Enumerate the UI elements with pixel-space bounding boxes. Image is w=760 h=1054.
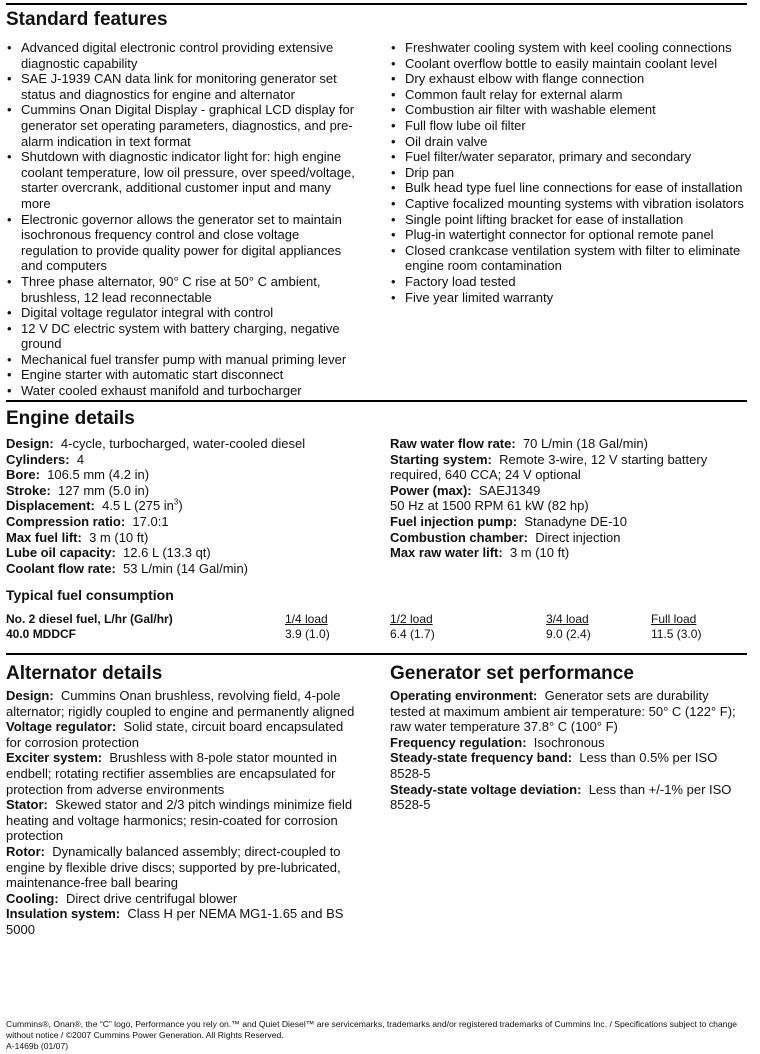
spec-value: Remote 3-wire, 12 V starting battery required, 640 CCA; 24 V optional (390, 451, 708, 483)
performance-spec-row (390, 782, 745, 813)
feature-item: • 12 V DC electric system with battery charging, negative ground (6, 321, 356, 352)
fuel-consumption-title: Typical fuel consumption (6, 587, 174, 603)
spec-value: Direct injection (535, 529, 621, 545)
spec-value: Generator sets are durability tested at maximum ambient air temperature: 50° C (122° F); raw water temperature 37.8° C (100° F) (390, 688, 736, 735)
feature-item: • Factory load tested (390, 274, 750, 290)
spec-value-suffix: ) (178, 498, 183, 514)
spec-value: Skewed stator and 2/3 pitch windings minimize field heating and voltage harmonics; resin-coated for corrosion protection (6, 797, 353, 844)
generator-performance-title: Generator set performance (390, 663, 634, 684)
spec-label: Stator: (6, 797, 48, 813)
alternator-details-title: Alternator details (6, 663, 163, 684)
engine-details-title: Engine details (6, 408, 135, 429)
spec-value: Less than 0.5% per ISO 8528-5 (390, 750, 718, 781)
spec-value: 3 m (10 ft) (509, 545, 570, 561)
standard-features-left-list (6, 40, 356, 399)
engine-spec-row (6, 452, 376, 468)
spec-value: 50 Hz at 1500 RPM 61 kW (82 hp) (390, 498, 589, 514)
alternator-spec-row (6, 750, 361, 797)
fuel-consumption-table (6, 612, 747, 642)
spec-value: Class H per NEMA MG1-1.65 and BS 5000 (6, 906, 344, 937)
spec-value: 17.0:1 (132, 513, 169, 529)
feature-item: • Five year limited warranty (390, 290, 750, 306)
footer-doc-number: A-1469b (01/07) (6, 1041, 69, 1051)
spec-label: Design: (6, 688, 54, 703)
spec-label: Voltage regulator: (6, 719, 117, 735)
feature-item: • Bulk head type fuel line connections for ease of installation (390, 180, 750, 196)
spec-value: 53 L/min (14 Gal/min) (123, 560, 249, 576)
top-rule (6, 3, 747, 5)
fuel-header-label: No. 2 diesel fuel, L/hr (Gal/hr) (6, 612, 173, 626)
spec-value: Cummins Onan brushless, revolving field, 4-pole alternator; rigidly coupled to engine and permanently aligned (6, 688, 355, 719)
feature-item: • Electronic governor allows the generator set to maintain isochronous frequency control and close voltage regulation to provide quality power for digital appliances and computers (6, 212, 356, 274)
spec-value: 70 L/min (18 Gal/min) (522, 436, 648, 451)
engine-spec-row (390, 452, 750, 483)
spec-label: Lube oil capacity: (6, 545, 116, 561)
spec-label: Steady-state frequency band: (390, 750, 573, 766)
spec-label: Cylinders: (6, 451, 70, 467)
engine-spec-row (390, 436, 750, 452)
fuel-col-header: 1/2 load (390, 612, 433, 626)
spec-value: Isochronous (533, 734, 605, 750)
spec-label: Insulation system: (6, 906, 121, 922)
engine-spec-row (390, 483, 750, 499)
feature-item: • Dry exhaust elbow with flange connection (390, 71, 750, 87)
performance-spec-row (390, 688, 745, 735)
spec-label: Bore: (6, 467, 40, 483)
feature-item: • Engine starter with automatic start disconnect (6, 367, 356, 383)
engine-spec-row (390, 514, 750, 530)
fuel-value: 11.5 (3.0) (651, 627, 702, 641)
fuel-row-label: 40.0 MDDCF (6, 627, 77, 641)
alternator-spec-row (6, 844, 361, 891)
engine-spec-row (6, 561, 376, 577)
spec-value: Dynamically balanced assembly; direct-coupled to engine by flexible drive discs; supported by pre-lubricated, maintenance-free ball bearing (6, 843, 341, 891)
spec-label: Starting system: (390, 451, 492, 467)
spec-label: Power (max): (390, 482, 472, 498)
feature-item: • Captive focalized mounting systems with vibration isolators (390, 196, 750, 212)
spec-value: 4 (76, 451, 85, 467)
alternator-details-list (6, 688, 361, 938)
engine-spec-row (6, 436, 376, 452)
spec-label: Coolant flow rate: (6, 560, 116, 576)
fuel-value: 6.4 (1.7) (390, 627, 435, 641)
engine-spec-row (390, 545, 750, 561)
spec-label: Cooling: (6, 890, 59, 906)
feature-item: • Combustion air filter with washable element (390, 102, 750, 118)
engine-spec-row (6, 467, 376, 483)
spec-value: Brushless with 8-pole stator mounted in endbell; rotating rectifier assemblies are encapsulated for protection from adverse environments (6, 750, 337, 797)
spec-value: Less than +/-1% per ISO 8528-5 (390, 781, 732, 813)
spec-value: 106.5 mm (4.2 in) (47, 467, 150, 483)
spec-value: Stanadyne DE-10 (524, 513, 627, 529)
engine-details-left (6, 436, 376, 576)
alternator-spec-row (6, 719, 361, 750)
spec-value: 4.5 L (275 in (102, 498, 174, 514)
spec-value: 4-cycle, turbocharged, water-cooled diesel (60, 436, 306, 451)
feature-item: • Single point lifting bracket for ease of installation (390, 212, 750, 228)
feature-item: • Shutdown with diagnostic indicator light for: high engine coolant temperature, low oil pressure, over speed/voltage, starter overcrank, additional customer input and many more (6, 149, 356, 211)
spec-label: Compression ratio: (6, 513, 126, 529)
feature-item: • Oil drain valve (390, 134, 750, 150)
standard-features-title: Standard features (6, 9, 168, 30)
engine-spec-row (390, 530, 750, 546)
feature-item: • Water cooled exhaust manifold and turbocharger (6, 383, 356, 399)
alternator-spec-row (6, 688, 361, 719)
spec-value: 12.6 L (13.3 qt) (123, 545, 211, 561)
feature-item: • Common fault relay for external alarm (390, 87, 750, 103)
feature-item: • SAE J-1939 CAN data link for monitoring generator set status and diagnostics for engine and alternator (6, 71, 356, 102)
feature-item: • Digital voltage regulator integral with control (6, 305, 356, 321)
spec-label: Fuel injection pump: (390, 513, 518, 529)
fuel-value: 9.0 (2.4) (546, 627, 591, 641)
spec-label: Raw water flow rate: (390, 436, 516, 451)
feature-item: • Plug-in watertight connector for optional remote panel (390, 227, 750, 243)
spec-label: Operating environment: (390, 688, 538, 703)
performance-spec-row (390, 735, 745, 751)
fuel-col-header: 3/4 load (546, 612, 589, 626)
spec-value: Direct drive centrifugal blower (65, 890, 238, 906)
spec-value: Solid state, circuit board encapsulated for corrosion protection (6, 719, 344, 750)
feature-item: • Fuel filter/water separator, primary and secondary (390, 149, 750, 165)
spec-label: Exciter system: (6, 750, 103, 766)
spec-label: Rotor: (6, 843, 45, 859)
feature-item: • Drip pan (390, 165, 750, 181)
footer (6, 1019, 756, 1052)
feature-item: • Freshwater cooling system with keel cooling connections (390, 40, 750, 56)
engine-spec-row (6, 545, 376, 561)
engine-details-right (390, 436, 750, 561)
spec-superscript: 3 (173, 498, 179, 508)
feature-item: • Cummins Onan Digital Display - graphical LCD display for generator set operating parameters, diagnostics, and pre-alarm indication in text format (6, 102, 356, 149)
feature-item: • Coolant overflow bottle to easily maintain coolant level (390, 56, 750, 72)
footer-legal-text: Cummins®, Onan®, the “C” logo, Performance you rely on.™ and Quiet Diesel™ are servicemarks, trademarks and/or registered trademarks of Cummins Inc. / Specifications subject to change without notice / ©2007 Cummins Power Generation. All Rights Reserved. (6, 1019, 738, 1040)
engine-rule (6, 400, 747, 402)
alternator-rule (6, 653, 747, 655)
standard-features-right-list (390, 40, 750, 305)
feature-item: • Three phase alternator, 90° C rise at 50° C ambient, brushless, 12 lead reconnectable (6, 274, 356, 305)
spec-label: Max raw water lift: (390, 545, 503, 561)
spec-label: Combustion chamber: (390, 529, 528, 545)
engine-spec-row (390, 498, 750, 514)
spec-label: Displacement: (6, 498, 95, 514)
fuel-value: 3.9 (1.0) (285, 627, 330, 641)
spec-label: Design: (6, 436, 54, 451)
engine-spec-row (6, 498, 376, 514)
feature-item: • Closed crankcase ventilation system with filter to eliminate engine room contamination (390, 243, 750, 274)
feature-item: • Mechanical fuel transfer pump with manual priming lever (6, 352, 356, 368)
spec-value: 127 mm (5.0 in) (58, 482, 150, 498)
fuel-col-header: 1/4 load (285, 612, 328, 626)
alternator-spec-row (6, 906, 361, 937)
spec-value: 3 m (10 ft) (89, 529, 149, 545)
feature-item: • Advanced digital electronic control providing extensive diagnostic capability (6, 40, 356, 71)
spec-value: SAEJ1349 (478, 482, 541, 498)
fuel-col-header: Full load (651, 612, 697, 626)
spec-label: Max fuel lift: (6, 529, 82, 545)
alternator-spec-row (6, 891, 361, 907)
performance-spec-row (390, 750, 745, 781)
engine-spec-row (6, 530, 376, 546)
feature-item: • Full flow lube oil filter (390, 118, 750, 134)
spec-label: Steady-state voltage deviation: (390, 781, 582, 797)
engine-spec-row (6, 483, 376, 499)
spec-label: Frequency regulation: (390, 734, 527, 750)
spec-label: Stroke: (6, 482, 51, 498)
generator-performance-list (390, 688, 745, 813)
engine-spec-row (6, 514, 376, 530)
alternator-spec-row (6, 797, 361, 844)
